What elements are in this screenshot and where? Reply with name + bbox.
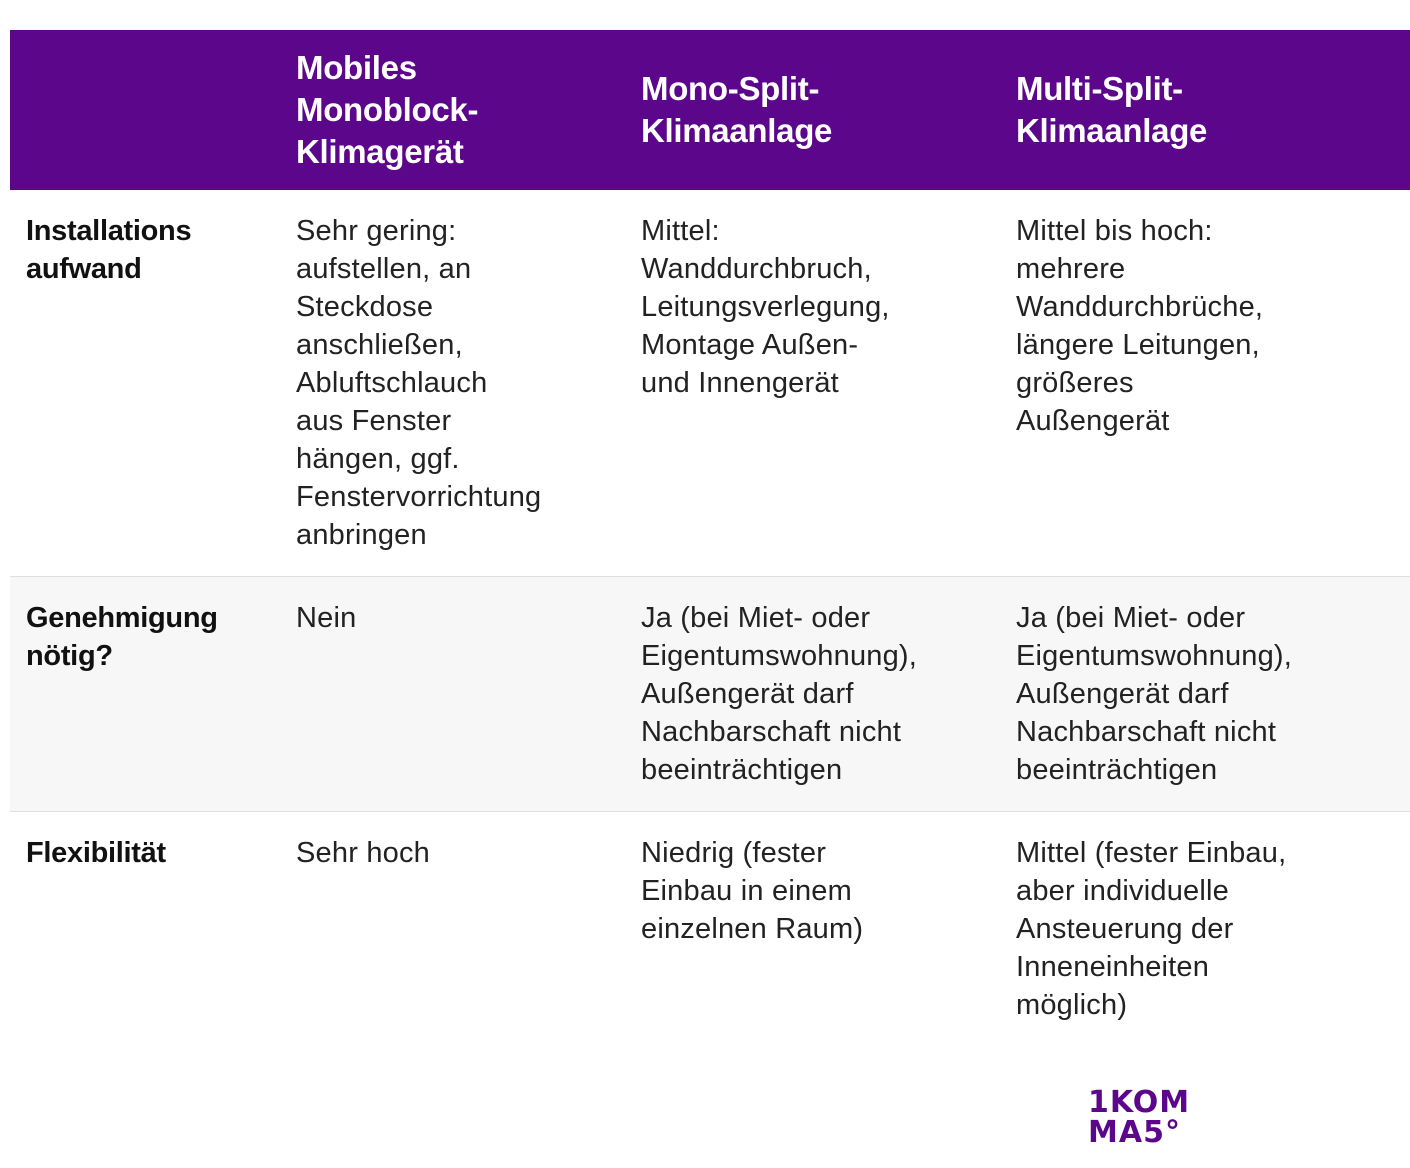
header-mono-split: Mono-Split- Klimaanlage: [641, 70, 833, 149]
logo-line-1: 1KOM: [1088, 1085, 1191, 1120]
row-label: Genehmigung nötig?: [10, 577, 280, 812]
row-label: Flexibilität: [10, 812, 280, 1047]
header-multi-split: Multi-Split- Klimaanlage: [1016, 70, 1208, 149]
table-cell: Mittel bis hoch: mehrere Wanddurchbrüche, längere Leitungen, größeres Außengerät: [1016, 215, 1264, 437]
table-cell: Nein: [280, 577, 625, 812]
brand-logo: [1088, 1085, 1208, 1150]
comparison-table: [10, 30, 1410, 1046]
table-cell: Sehr gering: aufstellen, an Steckdose anschließen, Abluftschlauch aus Fenster hängen, ggf. Fenstervorrichtung anbringen: [296, 215, 542, 551]
table-cell: Ja (bei Miet- oder Eigentumswohnung), Außengerät darf Nachbarschaft nicht beeinträchtigen: [625, 577, 1000, 812]
comparison-table-wrapper: [10, 30, 1293, 1046]
header-monoblock: Mobiles Monoblock- Klimagerät: [296, 49, 479, 170]
table-cell: Sehr hoch: [280, 812, 625, 1047]
table-cell: Ja (bei Miet- oder Eigentumswohnung), Außengerät darf Nachbarschaft nicht beeinträchtigen: [1000, 577, 1410, 812]
table-row-installation: [10, 190, 1410, 577]
logo-line-2: MA5°: [1088, 1115, 1181, 1150]
table-header-row: [10, 30, 1410, 190]
table-cell: Mittel (fester Einbau, aber individuelle Ansteuerung der Inneneinheiten möglich): [1000, 812, 1410, 1047]
table-cell: Niedrig (fester Einbau in einem einzelnen Raum): [625, 812, 1000, 1047]
header-empty: [10, 30, 280, 190]
table-row-flexibility: [10, 812, 1410, 1047]
table-row-permit: [10, 577, 1410, 812]
row-label: Installations aufwand: [26, 215, 192, 285]
table-cell: Mittel: Wanddurchbruch, Leitungsverlegung, Montage Außen- und Innengerät: [641, 215, 890, 399]
